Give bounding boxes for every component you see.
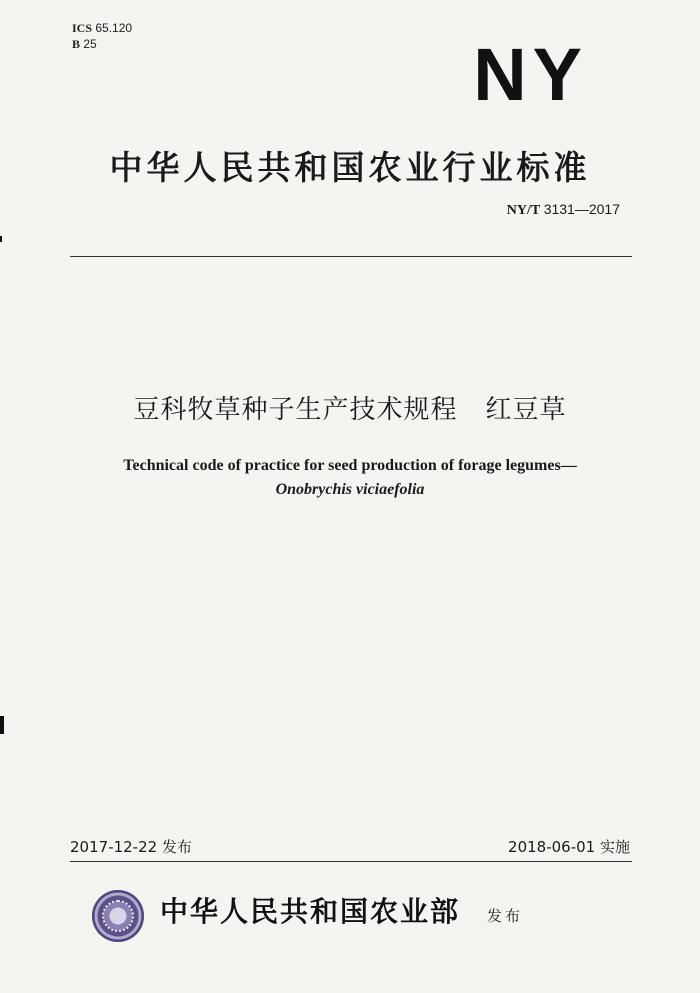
standard-number-value: 3131—2017 xyxy=(543,201,620,217)
standard-number xyxy=(507,201,620,219)
implementation-date: 2018-06-01 实施 xyxy=(508,838,630,856)
bottom-divider xyxy=(70,861,632,862)
scan-edge-mark xyxy=(0,236,2,242)
ccs-label: B xyxy=(72,37,81,51)
ministry-seal-inner-ring xyxy=(102,900,134,932)
ics-value: 65.120 xyxy=(95,21,133,35)
ics-label: ICS xyxy=(72,21,93,35)
standard-number-prefix: NY/T xyxy=(506,203,541,218)
issuing-authority: 中华人民共和国农业部 xyxy=(160,895,461,928)
issue-date: 2017-12-22 发布 xyxy=(70,838,192,856)
ccs-value: 25 xyxy=(83,37,97,51)
document-title-cn-main: 豆科牧草种子生产技术规程 xyxy=(133,395,458,425)
document-title-scientific-name: Onobrychis viciaefolia xyxy=(275,481,425,498)
document-title-cn xyxy=(0,389,700,426)
ny-logo: NY xyxy=(473,33,588,116)
top-divider xyxy=(70,256,632,257)
document-title-en: Technical code of practice for seed production of forage legumes— xyxy=(123,457,577,474)
document-title-cn-sub: 红豆草 xyxy=(485,395,567,425)
ics-code xyxy=(72,21,132,36)
standard-category-title: 中华人民共和国农业行业标准 xyxy=(109,148,591,187)
issuing-authority-suffix: 发布 xyxy=(487,907,524,925)
ccs-code xyxy=(72,37,97,52)
scan-edge-mark xyxy=(0,716,4,734)
